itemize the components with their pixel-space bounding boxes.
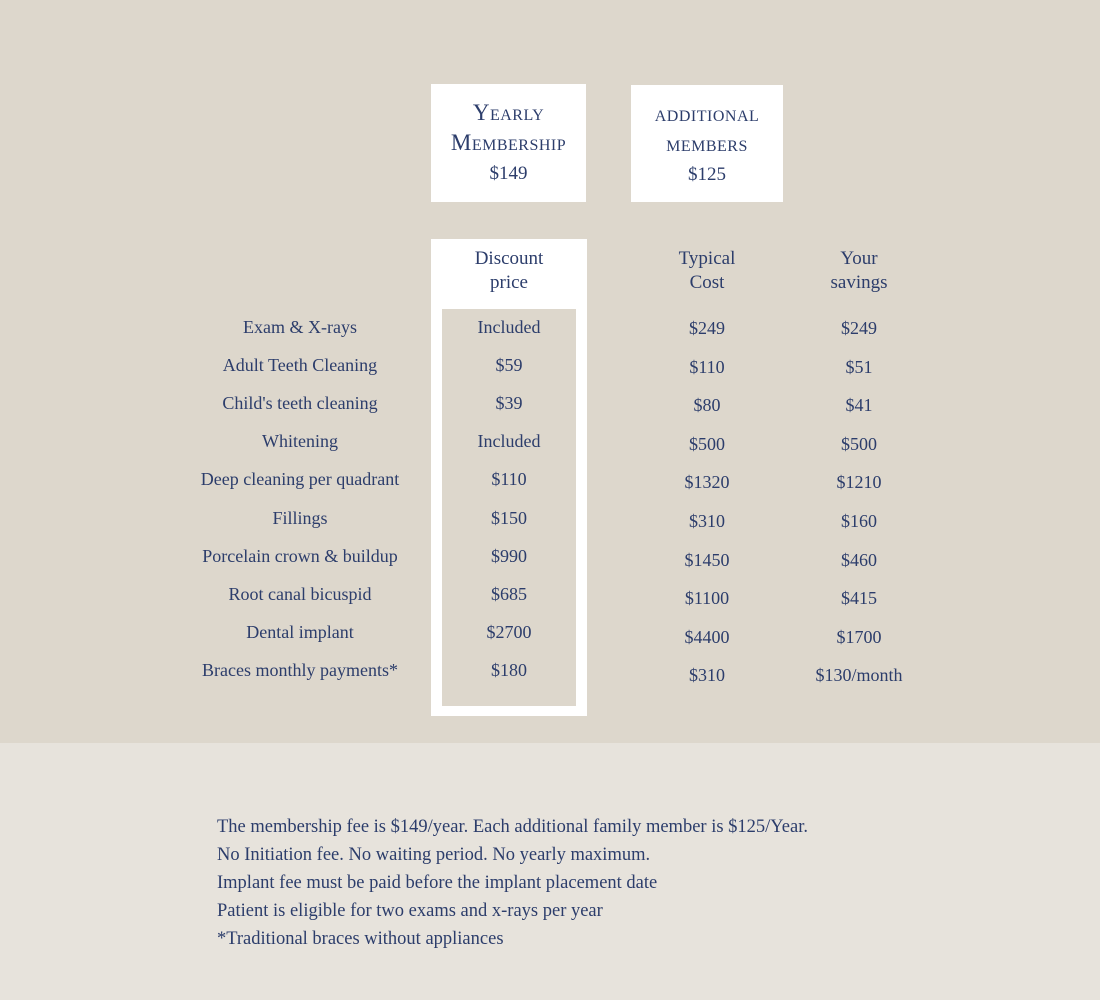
- yearly-membership-title: Yearly Membership: [450, 100, 567, 155]
- typical-value: $1100: [684, 588, 730, 608]
- typical-value: $310: [689, 665, 725, 685]
- additional-members-title: additional members: [654, 100, 760, 156]
- note-line: Patient is eligible for two exams and x-rays per year: [217, 901, 603, 921]
- typical-value: $249: [689, 318, 725, 338]
- savings-value: $160: [841, 511, 877, 531]
- discount-value: Included: [477, 317, 541, 337]
- discount-price-header: Discount price: [474, 248, 544, 293]
- typical-value: $1450: [684, 550, 730, 570]
- savings-value: $130/month: [815, 665, 903, 685]
- discount-value: $150: [491, 508, 527, 528]
- yearly-membership-card: [431, 84, 586, 202]
- service-name: Root canal bicuspid: [228, 584, 372, 604]
- discount-value: $990: [491, 546, 527, 566]
- service-name: Fillings: [272, 508, 328, 528]
- discount-value: $685: [491, 584, 527, 604]
- typical-value: $1320: [684, 472, 730, 492]
- service-name: Dental implant: [246, 622, 354, 642]
- savings-value: $51: [845, 357, 873, 377]
- your-savings-header: Your savings: [830, 248, 888, 293]
- yearly-membership-price: $149: [489, 163, 528, 184]
- savings-value: $41: [845, 395, 873, 415]
- typical-value: $4400: [684, 627, 730, 647]
- savings-value: $500: [841, 434, 877, 454]
- note-line: Implant fee must be paid before the implant placement date: [217, 873, 658, 893]
- typical-value: $310: [689, 511, 725, 531]
- additional-members-price: $125: [688, 163, 726, 185]
- membership-notes: [217, 813, 977, 953]
- service-name: Deep cleaning per quadrant: [200, 469, 400, 489]
- note-line: The membership fee is $149/year. Each additional family member is $125/Year.: [217, 817, 808, 837]
- typical-value: $110: [689, 357, 725, 377]
- discount-value: Included: [477, 431, 541, 451]
- note-line: No Initiation fee. No waiting period. No yearly maximum.: [217, 845, 651, 865]
- savings-value: $460: [841, 550, 877, 570]
- service-name: Exam & X-rays: [243, 317, 357, 337]
- discount-value: $39: [495, 393, 523, 413]
- service-name: Child's teeth cleaning: [222, 393, 378, 413]
- savings-value: $249: [841, 318, 877, 338]
- typical-value: $500: [689, 434, 725, 454]
- discount-value: $110: [491, 469, 527, 489]
- savings-value: $415: [841, 588, 877, 608]
- service-name: Whitening: [262, 431, 338, 451]
- typical-cost-header: Typical Cost: [678, 248, 736, 293]
- discount-value: $2700: [486, 622, 532, 642]
- discount-value: $180: [491, 660, 527, 680]
- service-name: Braces monthly payments*: [202, 660, 398, 680]
- note-line: *Traditional braces without appliances: [217, 929, 504, 949]
- savings-value: $1700: [836, 627, 882, 647]
- additional-members-card: [631, 85, 783, 202]
- discount-value: $59: [495, 355, 523, 375]
- service-name: Adult Teeth Cleaning: [222, 355, 378, 375]
- service-name: Porcelain crown & buildup: [202, 546, 398, 566]
- savings-value: $1210: [836, 472, 882, 492]
- typical-value: $80: [693, 395, 721, 415]
